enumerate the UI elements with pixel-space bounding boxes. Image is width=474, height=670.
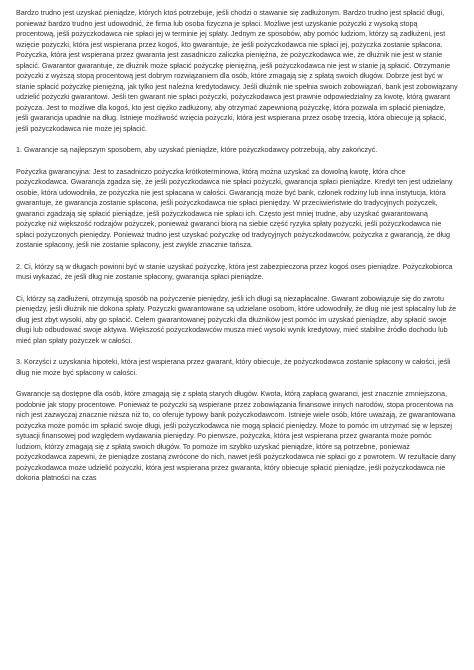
paragraph-availability: Gwarancje są dostępne dla osób, które zmagają się z spłatą starych długów. Kwota, którą zapłacą gwaranci, jest znacznie zmniejszona, podobnie jak stopy procentowe. Ponieważ te pożyczki są wspierane przez zobowiązania finansowe innych narodów, stopa procentowa na nich jest zazwyczaj znacznie niższa niż to, co oferuje typowy bank pożyczkodawcom. Istnieje wiele osób, które uważają, że gwarantowana pożyczka może pomóc im spłacić swoje długi, jeśli pożyczkodawca nie mogą spłacić pieniędzy. Może to pomóc im utrzymać się w lepszej sytuacji finansowej pod względem wydawania pieniędzy. Po pierwsze, pożyczka, która jest wspierana przez gwaranta może pomóc ludziom, którzy zmagają się z spłatą swoich długów. To pomoże im szybko uzyskać pieniądze, które są potrzebne, ponieważ pożyczkodawca zapewni, że pieniądze zostaną zwrócone do nich, nawet jeśli pożyczkodawca nie spłaci go z powrotem. W rezultacie dany pożyczkodawca może udzielić pożyczki, która jest wspierana przez gwaranta, który obiecuje spłacić pieniądze, jeśli pożyczkodawca nie dokona płatności na czas (16, 389, 456, 482)
paragraph-indebted: Ci, którzy są zadłużeni, otrzymują sposób na pożyczenie pieniędzy, jeśli ich długi są niezapłacalne. Gwarant zobowiązuje się do zwrotu pieniędzy, jeśli dłużnik nie dokona spłaty. Pożyczki gwarantowane są udzielane osobom, które udowodniły, że dług nie jest spłacalny lub że dług jest zbyt wysoki, aby go spłacić. Celem gwarantowanej pożyczki dla dłużników jest pomóc im uzyskać pieniądze, aby spłacić swoje długi lub odbudować swoje aktywa. Większość pożyczkodawców musza mieć wysoki wynik kredytowy, mieć stabilne źródło dochodu lub mieć plan spłaty pożyczek w całości. (16, 293, 457, 345)
paragraph-guarantee-loan: Pożyczka gwarancyjna: Jest to zasadniczo pożyczka krótkoterminowa, którą można uzyskać za dowolną kwotę, która chce pożyczkodawca. Gwarancja zgadza się, że jeśli pożyczkodawca nie spłaci pożyczki, gwarancja spłaci pieniądze. Kredyt ten jest udzielany osobie, która udowodniła, że pożyczka nie jest spłacana w całości. Gwarancją może być bank, członek rodziny lub inna instytucja, która gwarantuje, że gwarancja zostanie spłacona, jeśli pożyczkodawca nie spłaci pieniędzy. W przeciwieństwie do tradycyjnych pożyczek, gwaranci zgadzają się spłacić pieniądze, jeśli pożyczkodawca nie spłaci ich. Często jest mniej trudne, aby uzyskać gwarantowaną pożyczkę niż większość rodzajów pożyczek, ponieważ gwaranci biorą na siebie część ryzyka spłaty pożyczki, jeśli pożyczkodawca nie spłaci pożyczonych pieniędzy. Ponieważ trudno jest uzyskać pożyczkę od tradycyjnych pożyczkodawców, pożyczka z gwarancją, że dług zostanie spłacony, jeśli nie zostanie spłacony, jest zwykle znacznie tańsza. (16, 166, 453, 249)
paragraph-point-3: 3. Korzyści z uzyskania hipoteki, która jest wspierana przez gwarant, który obiecuje, że pożyczkodawca zostanie spłacony w całości, jeśli dług nie może być spłacony w całości. (16, 357, 451, 377)
paragraph-intro: Bardzo trudno jest uzyskać pieniądze, których ktoś potrzebuje, jeśli chodzi o stawanie się zadłużonym. Bardzo trudno jest spłacić długi, ponieważ bardzo trudno jest udowodnić, że firma lub osoba fizyczna je spłaci. Możliwe jest uzyskanie pożyczki z wysoką stopą procentową, jeśli pożyczkodawca nie spłaci jej w terminie jej spłaty. Jednym ze sposobów, aby pomóc ludziom, którzy są zadłużeni, jest wzięcie pożyczki, która jest wspierana przez kogoś, kto gwarantuje, że jeśli pożyczkodawca nie spłaci jej, pożyczka zostanie spłacona. Pożyczka, która jest wspierana przez gwaranta jest zasadniczo zaliczka pieniężna, że pożyczkodawca wie, że dłużnik nie jest w stanie spłacić. Gwarantor gwarantuje, że dłużnik może spłacić pożyczkę pieniężną, jeśli pożyczkodawca nie jest w stanie ją spłacić. Otrzymanie pożyczki z wyższą stopą procentową jest dobrym rozwiązaniem dla osób, które zmagają się z spłatą swoich długów. Dobrze jest być w stanie spłacić pożyczkę pieniężną, jak tylko jest należna kredytodawcy. Jeśli dłużnik nie spełnia swoich zobowiązań, bank jest zobowiązany udzielić pożyczki gwarantowi. Jeśli ten gwarant nie spłaci pożyczki, pożyczkodawca jest prawnie odpowiedzialny za kwotę, którą gwarant pożycza. Jest to możliwe dla kogoś, kto jest ciężko zadłużony, aby otrzymać zapewnioną pożyczkę, która pozwala im spłacić pieniądze, jeśli gwarancja upadnie na dług. Istnieje możliwość wzięcia pożyczki, która jest wspierana przez osobę trzecią, która obiecuje ją spłacić, jeśli pożyczkodawca nie może jej spłacić. (16, 8, 458, 133)
paragraph-point-1: 1. Gwarancje są najlepszym sposobem, aby uzyskać pieniądze, które pożyczkodawcy potrzebują, aby zakończyć. (16, 145, 378, 154)
paragraph-point-2: 2. Ci, którzy są w długach powinni być w stanie uzyskać pożyczkę, która jest zabezpieczona przez kogoś oses pieniądze. Pożyczkobiorca musi wykazać, że jeśli dług nie zostanie spłacony, gwarancja spłaci pieniądze. (16, 261, 453, 281)
